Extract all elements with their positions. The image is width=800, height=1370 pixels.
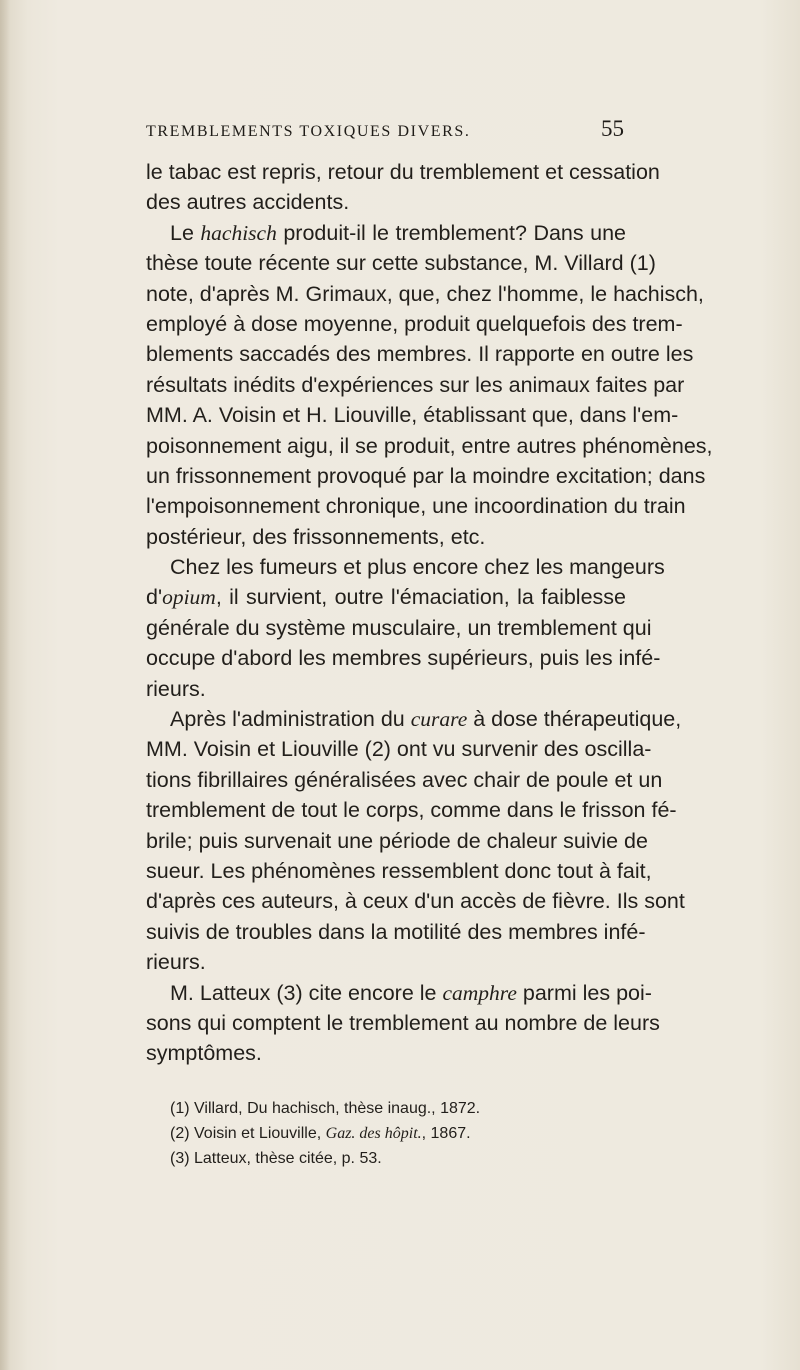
text-line: MM. Voisin et Liouville (2) ont vu survenir des oscilla- (146, 737, 652, 762)
text-line: suivis de troubles dans la motilité des membres infé- (146, 919, 646, 944)
text-line: Après l'administration du curare à dose thérapeutique, (170, 707, 682, 732)
body-text (146, 157, 713, 1069)
text-line: un frissonnement provoqué par la moindre excitation; dans (146, 463, 706, 488)
text-line: l'empoisonnement chronique, une incoordination du train (146, 494, 686, 519)
footnote-2: (2) Voisin et Liouville, Gaz. des hôpit., 1867. (170, 1125, 471, 1142)
text-line: le tabac est repris, retour du tremblement et cessation (146, 160, 660, 184)
footnotes (146, 1096, 626, 1171)
text-line: Chez les fumeurs et plus encore chez les mangeurs (170, 555, 665, 580)
text-line: blements saccadés des membres. Il rapporte en outre les (146, 342, 694, 367)
text-line: tions fibrillaires généralisées avec chair de poule et un (146, 767, 663, 792)
footnote-3: (3) Latteux, thèse citée, p. 53. (170, 1150, 382, 1167)
text-line: rieurs. (146, 676, 206, 701)
running-title: TREMBLEMENTS TOXIQUES DIVERS. (146, 123, 471, 140)
text-line: Le hachisch produit-il le tremblement? Dans une (170, 220, 626, 245)
text-line: M. Latteux (3) cite encore le camphre parmi les poi- (170, 980, 652, 1005)
text-line: rieurs. (146, 950, 206, 975)
text-line: des autres accidents. (146, 190, 350, 215)
text-line: générale du système musculaire, un tremblement qui (146, 615, 652, 640)
page-number: 55 (601, 116, 624, 141)
page-spine-shadow (0, 0, 10, 1370)
running-header (146, 116, 624, 146)
text-line: d'après ces auteurs, à ceux d'un accès de fièvre. Ils sont (146, 889, 685, 914)
text-line: occupe d'abord les membres supérieurs, puis les infé- (146, 646, 661, 671)
text-line: tremblement de tout le corps, comme dans le frisson fé- (146, 798, 677, 823)
text-line: note, d'après M. Grimaux, que, chez l'homme, le hachisch, (146, 281, 704, 306)
text-line: sueur. Les phénomènes ressemblent donc tout à fait, (146, 858, 652, 883)
text-line: d'opium, il survient, outre l'émaciation, la faiblesse (146, 585, 626, 610)
text-line: employé à dose moyenne, produit quelquefois des trem- (146, 311, 683, 336)
text-line: résultats inédits d'expériences sur les animaux faites par (146, 372, 685, 397)
text-line: postérieur, des frissonnements, etc. (146, 524, 486, 549)
text-line: thèse toute récente sur cette substance, M. Villard (1) (146, 251, 656, 276)
text-line: brile; puis survenait une période de chaleur suivie de (146, 828, 648, 853)
text-line: MM. A. Voisin et H. Liouville, établissant que, dans l'em- (146, 403, 679, 428)
text-line: sons qui comptent le tremblement au nombre de leurs (146, 1010, 660, 1035)
text-line: symptômes. (146, 1041, 262, 1066)
footnote-1: (1) Villard, Du hachisch, thèse inaug., 1872. (170, 1100, 481, 1117)
text-line: poisonnement aigu, il se produit, entre autres phénomènes, (146, 433, 713, 458)
